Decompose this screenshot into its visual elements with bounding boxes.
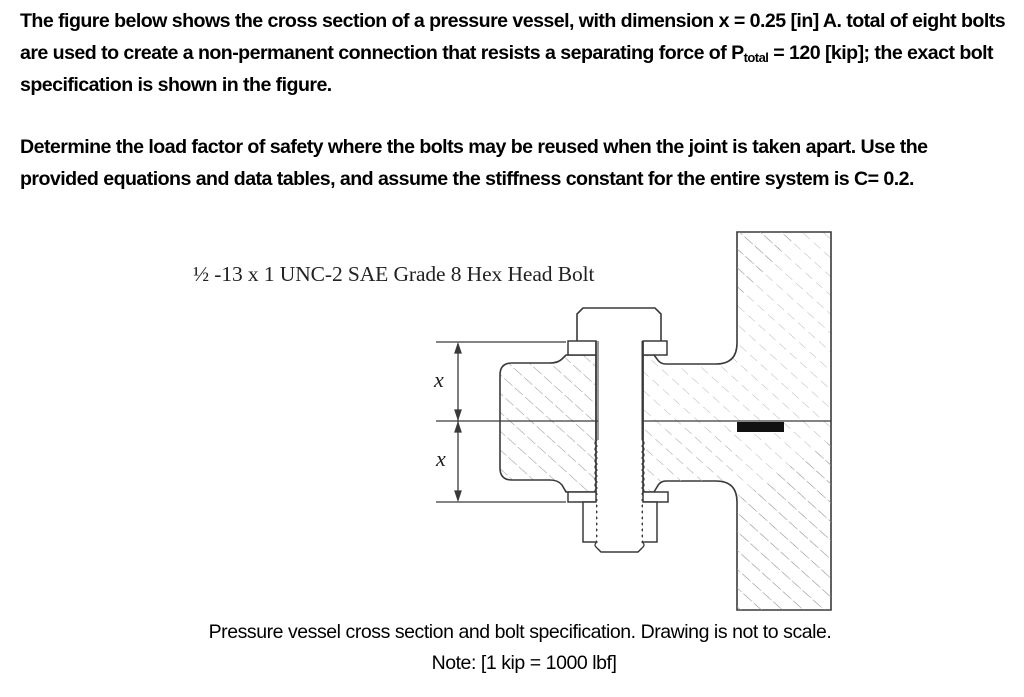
top-washer-left (568, 341, 596, 355)
gasket (737, 422, 784, 432)
bottom-washer-left (568, 492, 596, 502)
problem-text-part2: = 120 [kip]; the exact bolt specification is shown in the figure. (20, 42, 994, 96)
bolt-head (577, 308, 661, 341)
nut-left (583, 502, 596, 542)
problem-text-part1: The figure below shows the cross section of a pressure vessel, with dimension x = 0.25 [in] A. total of eight bolts are used to create a non-permanent connection that resists a separating force of P (20, 10, 1006, 64)
figure-caption: Pressure vessel cross section and bolt specification. Drawing is not to scale. (208, 621, 832, 643)
p-total-subscript: total (743, 50, 769, 65)
left-flange (500, 355, 596, 492)
bottom-washer-right (643, 492, 668, 502)
dimension-label-x-bottom: x (436, 446, 446, 471)
top-washer-right (643, 341, 667, 355)
bolt-shank (596, 341, 643, 546)
nut-right (643, 502, 657, 542)
bolt-specification-label: ½ -13 x 1 UNC-2 SAE Grade 8 Hex Head Bolt (193, 262, 595, 286)
problem-statement-paragraph-2: Determine the load factor of safety where the bolts may be reused when the joint is taken apart. Use the provided equations and data tables, and assume the stiffness constant for the entire system is C= 0.2. (20, 136, 928, 190)
dimension-label-x-top: x (434, 367, 444, 392)
problem-statement-paragraph-1 (20, 5, 1010, 101)
unit-note: Note: [1 kip = 1000 lbf] (431, 652, 617, 674)
